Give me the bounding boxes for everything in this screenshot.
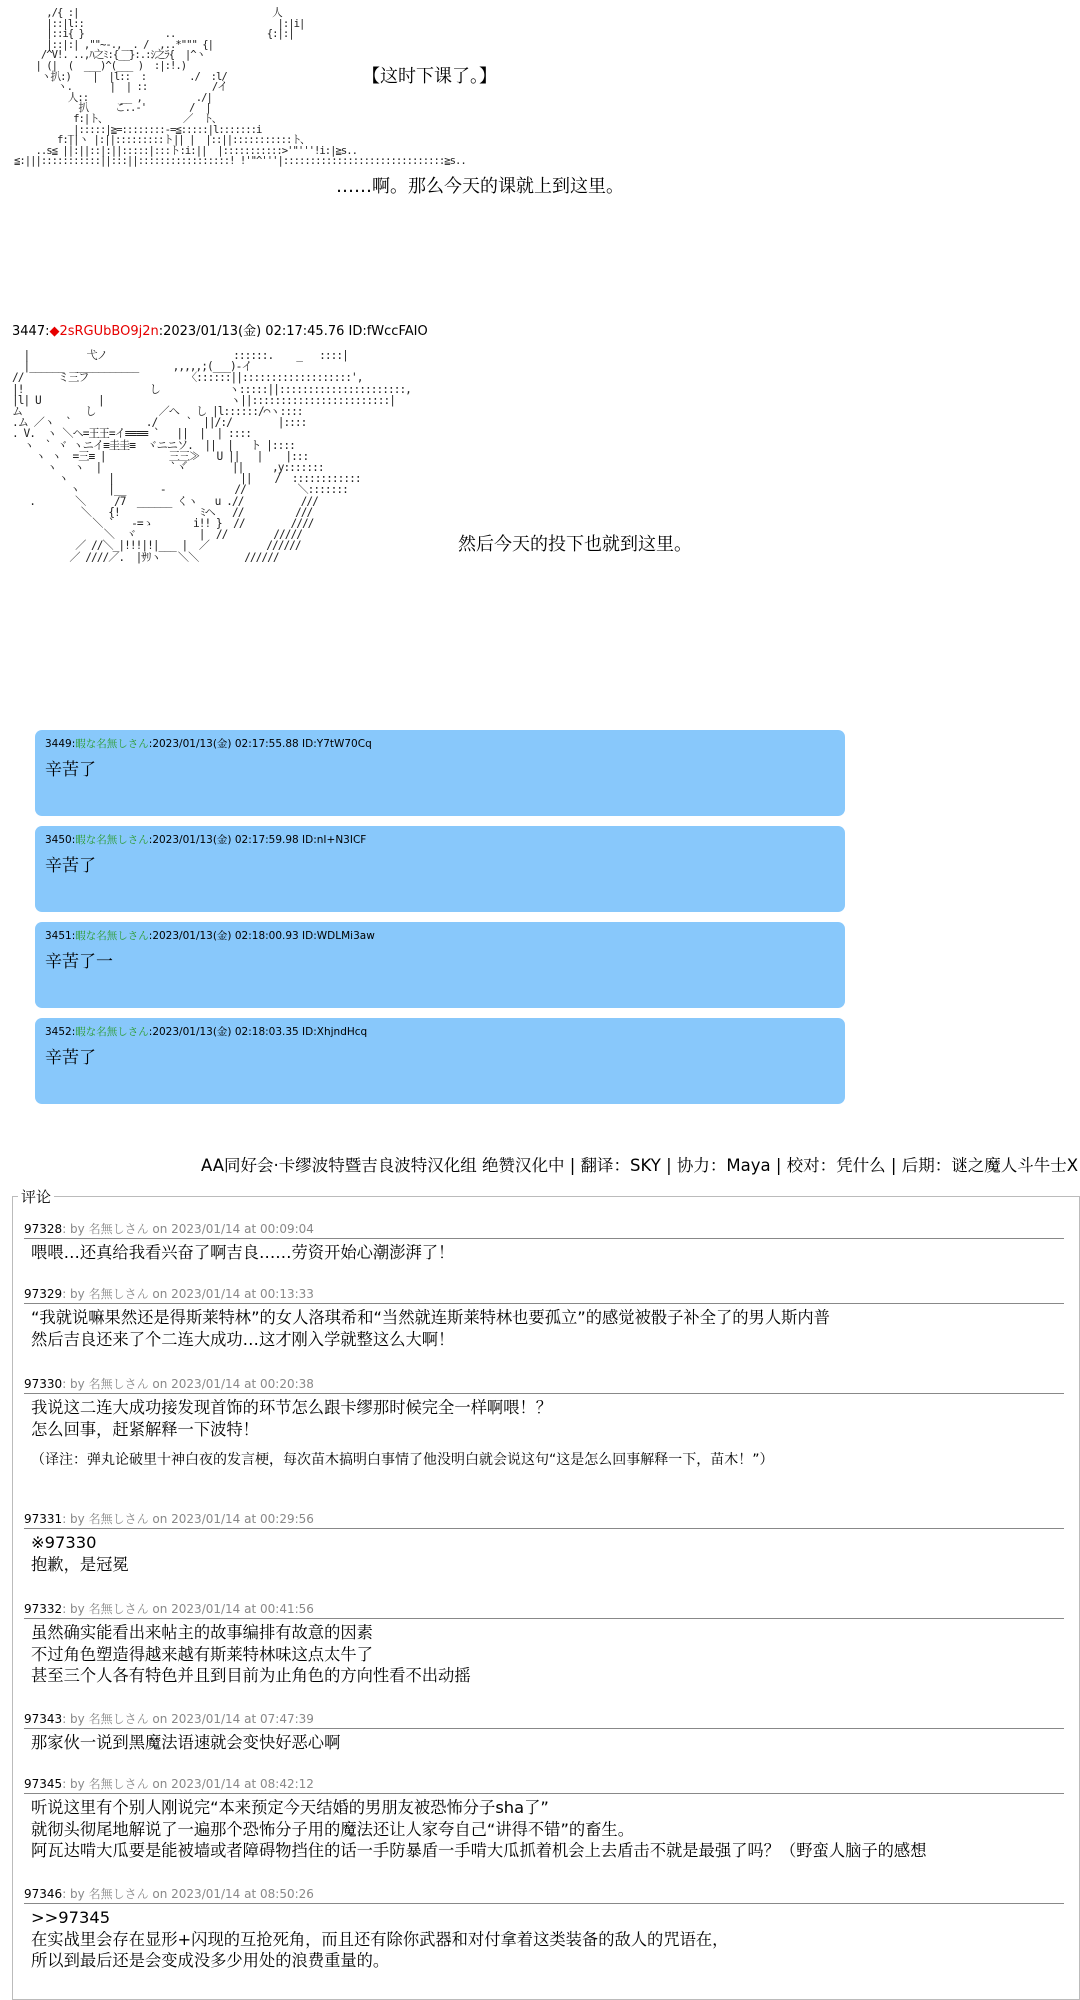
- comment-header: 97345: by 名無しさん on 2023/01/14 at 08:42:12: [24, 1775, 1064, 1794]
- reply-meta: :2023/01/13(金) 02:18:00.93 ID:WDLMi3aw: [148, 930, 375, 942]
- comment-id: 97345: [24, 1777, 63, 1791]
- comment-line: “我就说嘛果然还是得斯莱特林”的女人洛琪希和“当然就连斯莱特林也要孤立”的感觉被骰子补全了的男人斯内普: [31, 1308, 830, 1327]
- reply-name: 暇な名無しさん: [75, 1026, 149, 1038]
- comment-id: 97331: [24, 1512, 63, 1526]
- comment-line: 我说这二连大成功接发现首饰的环节怎么跟卡缪那时候完全一样啊喂！？: [31, 1398, 553, 1417]
- comment: [24, 1600, 1064, 1687]
- post-trip: 2sRGUbBO9j2n: [59, 324, 159, 339]
- comment: [24, 1710, 1064, 1754]
- comment-body: [24, 1242, 1064, 1264]
- comment-line: ※97330: [31, 1533, 97, 1552]
- comment-body: [24, 1397, 1064, 1472]
- comment-body: [24, 1732, 1064, 1754]
- comment-header: 97343: by 名無しさん on 2023/01/14 at 07:47:39: [24, 1710, 1064, 1729]
- reply-number: 3452: [45, 1026, 72, 1038]
- post-number: 3447: [12, 324, 46, 339]
- comment: [24, 1220, 1064, 1264]
- comment-byline: by 名無しさん on 2023/01/14 at 08:50:26: [70, 1887, 314, 1901]
- ascii-art-character-bottom: | 弋ノ ::::::. _ ::::| |______ ___________ ,,,,,;(___)-イ // ミ三フ 〈::::::||:::::::::::::::::::', |! し ヽ:::::||::::::::::::::::::::::, |l| U | ヽ||::::::::::::::::::::::::| ム し ／へ し |l::::::/⌒ヽ:::: .ム ／ヽ ` ./ ` ||/:/ |:::: . V. ヽ ＼ヘ=王王=イ≡≡≡≡ ` || | | :::: ヽ ` ヾ ヽニイ≡圭圭≡ ヾニニソ. || | ト |:::: ヽ ヽ =三≡ | 三三≫ U || | |::: ヽ ヽ | `ヾ゙ || ,y::::::: ヽ | || / :::::::::::: ヽ |__ - // ＼::::::: . ＼ /7 ______ くヽ u .// /// ＼ {! ﾐヘ // /// ＼ ` -=ゝ i!! } // //// ＼ ヾ | // ///// ／ //＼_|!!!|!|___ | ／ ////// ／ ////／. |ｻﾘヽ ＼＼ //////: [12, 349, 411, 564]
- comment-line: 甚至三个人各有特色并且到目前为止角色的方向性看不出动摇: [31, 1666, 471, 1685]
- comment-id: 97332: [24, 1602, 63, 1616]
- comment-header: 97330: by 名無しさん on 2023/01/14 at 00:20:38: [24, 1375, 1064, 1394]
- reply-bubble: [35, 826, 845, 912]
- comment-line: 喂喂…还真给我看兴奋了啊吉良……劳资开始心潮澎湃了！: [31, 1243, 455, 1262]
- ascii-art-character-top: ,/{ :| 人 |::|l:: |:|i| |::i{ } .. {:|:| |::|:| ,""~-.,__. / ,..*""" {| /^V!. ..,ﾊ之ﾐ:{__}:.:ｼ之ﾗ{ |^ヽ | (| ( ___)^(___ ) :|:!.) ヽ扒:) | |l:: : ./ :l/ ヽ. | | :: /イ 人:: __ , ./| 扒 こ..-' / | f:|ト、 ／ ト、 _|:::::|≧=::::::::-=≦:::::|l:::::::i f:||ヽ |:||:::::::::ト|| | |::||:::::::::::ト、 ..s≦ ||:||::|:||:::::|:::ト:i:|| |:::::::::::>'"'''!i:|≧s.. ≦:|||:::::::::::||:::||:::::::::::::::::! !'"^'''|::::::::::::::::::::::::::::::≧s..: [14, 7, 466, 168]
- comment-byline: by 名無しさん on 2023/01/14 at 00:29:56: [70, 1512, 314, 1526]
- comment-body: [24, 1797, 1064, 1862]
- credits-line: AA同好会·卡缪波特暨吉良波特汉化组 绝赞汉化中 | 翻译：SKY | 协力：Maya | 校对：凭什么 | 后期：谜之魔人斗牛士X: [200, 1156, 1078, 1175]
- comment: [24, 1285, 1064, 1350]
- comment-byline: by 名無しさん on 2023/01/14 at 00:13:33: [70, 1287, 314, 1301]
- reply-bubble: [35, 730, 845, 816]
- comment-line: 虽然确实能看出来帖主的故事编排有故意的因素: [31, 1623, 373, 1642]
- comment-body: [24, 1307, 1064, 1350]
- reply-bubble: [35, 922, 845, 1008]
- comments-legend: 评论: [18, 1186, 54, 1207]
- comment-line: 所以到最后还是会变成没多少用处的浪费重量的。: [31, 1951, 390, 1970]
- comment-header: 97328: by 名無しさん on 2023/01/14 at 00:09:04: [24, 1220, 1064, 1239]
- narration-line-1: 【这时下课了。】: [362, 66, 497, 87]
- reply-meta: :2023/01/13(金) 02:17:59.98 ID:nI+N3ICF: [148, 834, 367, 846]
- reply-text: 辛苦了: [45, 1048, 96, 1068]
- reply-name: 暇な名無しさん: [75, 834, 149, 846]
- comment-line: >>97345: [31, 1908, 111, 1927]
- comment-note: （译注：弹丸论破里十神白夜的发言梗，每次苗木搞明白事情了他没明白就会说这句“这是怎么回事解释一下，苗木！”）: [31, 1452, 774, 1468]
- comment-byline: by 名無しさん on 2023/01/14 at 00:09:04: [70, 1222, 314, 1236]
- comment-byline: by 名無しさん on 2023/01/14 at 08:42:12: [70, 1777, 314, 1791]
- comment: [24, 1885, 1064, 1972]
- comment-header: 97346: by 名無しさん on 2023/01/14 at 08:50:26: [24, 1885, 1064, 1904]
- comment-header: 97332: by 名無しさん on 2023/01/14 at 00:41:56: [24, 1600, 1064, 1619]
- comment: [24, 1375, 1064, 1472]
- reply-number: 3451: [45, 930, 72, 942]
- comment-line: 就彻头彻尾地解说了一遍那个恐怖分子用的魔法还让人家夸自己“讲得不错”的畜生。: [31, 1819, 634, 1839]
- narration-line-2: ……啊。那么今天的课就上到这里。: [336, 176, 624, 197]
- post-meta: :2023/01/13(金) 02:17:45.76 ID:fWccFAIO: [158, 324, 428, 339]
- reply-meta: :2023/01/13(金) 02:18:03.35 ID:XhjndHcq: [148, 1026, 368, 1038]
- reply-header: 3449:暇な名無しさん:2023/01/13(金) 02:17:55.88 ID:Y7tW70Cq: [45, 738, 372, 750]
- reply-bubble: [35, 1018, 845, 1104]
- comment-byline: by 名無しさん on 2023/01/14 at 00:20:38: [70, 1377, 314, 1391]
- reply-header: 3452:暇な名無しさん:2023/01/13(金) 02:18:03.35 ID:XhjndHcq: [45, 1026, 368, 1038]
- reply-name: 暇な名無しさん: [75, 738, 149, 750]
- comment-body: [24, 1532, 1064, 1575]
- reply-text: 辛苦了: [45, 760, 96, 780]
- reply-header: 3450:暇な名無しさん:2023/01/13(金) 02:17:59.98 ID:nI+N3ICF: [45, 834, 367, 846]
- comment-body: [24, 1907, 1064, 1972]
- reply-text: 辛苦了: [45, 856, 96, 876]
- comment-id: 97328: [24, 1222, 63, 1236]
- comment-line: 抱歉，是冠冕: [31, 1554, 129, 1574]
- comment: [24, 1775, 1064, 1862]
- comment-id: 97346: [24, 1887, 63, 1901]
- comment-line: 在实战里会存在显形+闪现的互抢死角，而且还有除你武器和对付拿着这类装备的敌人的咒语在，: [31, 1929, 729, 1949]
- comment-line: 怎么回事，赶紧解释一下波特！: [31, 1419, 259, 1439]
- reply-header: 3451:暇な名無しさん:2023/01/13(金) 02:18:00.93 ID:WDLMi3aw: [45, 930, 375, 942]
- op-post-header: 3447:◆2sRGUbBO9j2n:2023/01/13(金) 02:17:45.76 ID:fWccFAIO: [12, 324, 428, 339]
- comment-header: 97331: by 名無しさん on 2023/01/14 at 00:29:56: [24, 1510, 1064, 1529]
- reply-text: 辛苦了一: [45, 952, 113, 972]
- reply-number: 3450: [45, 834, 72, 846]
- comment-id: 97343: [24, 1712, 63, 1726]
- comment-byline: by 名無しさん on 2023/01/14 at 00:41:56: [70, 1602, 314, 1616]
- trip-diamond-icon: ◆: [49, 324, 60, 339]
- comment-id: 97330: [24, 1377, 63, 1391]
- comment-byline: by 名無しさん on 2023/01/14 at 07:47:39: [70, 1712, 314, 1726]
- comment-line: 然后吉良还来了个二连大成功…这才刚入学就整这么大啊！: [31, 1329, 455, 1349]
- comment-body: [24, 1622, 1064, 1687]
- comment-header: 97329: by 名無しさん on 2023/01/14 at 00:13:33: [24, 1285, 1064, 1304]
- comment-line: 不过角色塑造得越来越有斯莱特林味这点太牛了: [31, 1644, 373, 1664]
- comment-line: 阿瓦达啃大瓜要是能被墙或者障碍物挡住的话一手防暴盾一手啃大瓜抓着机会上去盾击不就是最强了吗？（野蛮人脑子的感想: [31, 1841, 927, 1860]
- narration-line-3: 然后今天的投下也就到这里。: [458, 534, 692, 555]
- comment-id: 97329: [24, 1287, 63, 1301]
- reply-number: 3449: [45, 738, 72, 750]
- reply-meta: :2023/01/13(金) 02:17:55.88 ID:Y7tW70Cq: [148, 738, 372, 750]
- comment-line: 听说这里有个别人刚说完“本来预定今天结婚的男朋友被恐怖分子sha了”: [31, 1798, 549, 1817]
- comment: [24, 1510, 1064, 1575]
- reply-name: 暇な名無しさん: [75, 930, 149, 942]
- comment-line: 那家伙一说到黑魔法语速就会变快好恶心啊: [31, 1733, 341, 1752]
